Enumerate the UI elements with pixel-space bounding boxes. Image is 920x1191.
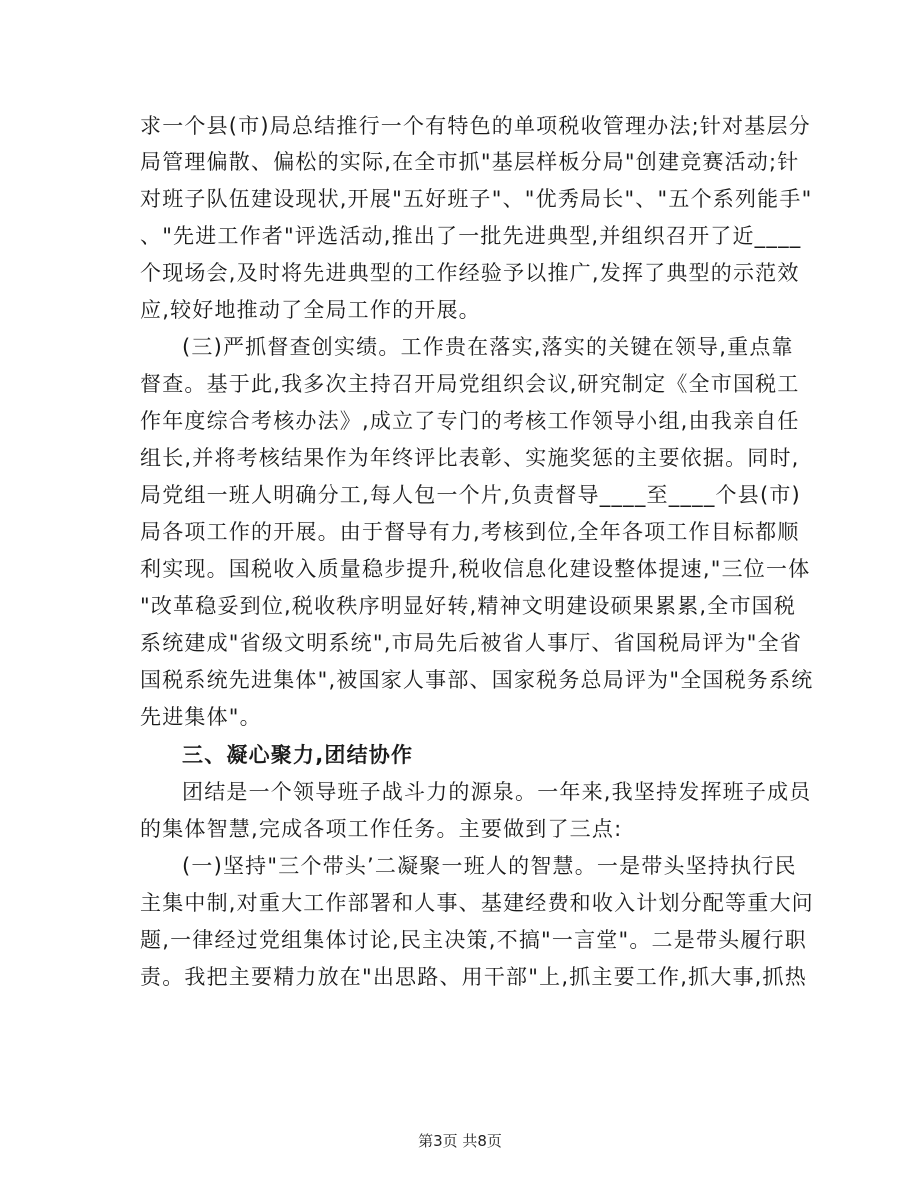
- text-line: 的集体智慧,完成各项工作任务。主要做到了三点:: [140, 817, 623, 841]
- paragraph-start: 团结是一个领导班子战斗力的源泉。一年来,我坚持发挥班子成员: [182, 780, 812, 804]
- text-line: 局管理偏散、偏松的实际,在全市抓"基层样板分局"创建竞赛活动;针: [140, 150, 800, 174]
- paragraph-start: (三)严抓督查创实绩。工作贵在落实,落实的关键在领导,重点靠: [182, 335, 794, 359]
- text-line: 主集中制,对重大工作部署和人事、基建经费和收入计划分配等重大问: [140, 891, 814, 915]
- section-heading: 三、凝心聚力,团结协作: [182, 743, 414, 767]
- text-line: 利实现。国税收入质量稳步提升,税收信息化建设整体提速,"三位一体: [140, 557, 811, 581]
- text-line: 系统建成"省级文明系统",市局先后被省人事厅、省国税局评为"全省: [140, 631, 803, 655]
- text-line: 个现场会,及时将先进典型的工作经验予以推广,发挥了典型的示范效: [140, 261, 800, 285]
- page-number: 第3页 共8页: [418, 1132, 502, 1150]
- text-line: 局党组一班人明确分工,每人包一个片,负责督导____至____个县(市): [140, 483, 801, 507]
- text-line: 责。我把主要精力放在"出思路、用干部"上,抓主要工作,抓大事,抓热: [140, 965, 807, 989]
- text-line: 应,较好地推动了全局工作的开展。: [140, 298, 481, 322]
- text-line: 、"先进工作者"评选活动,推出了一批先进典型,并组织召开了近____: [140, 224, 802, 248]
- text-line: 督查。基于此,我多次主持召开局党组织会议,研究制定《全市国税工: [140, 372, 800, 396]
- text-line: "改革稳妥到位,税收秩序明显好转,精神文明建设硕果累累,全市国税: [140, 594, 797, 618]
- text-line: 对班子队伍建设现状,开展"五好班子"、"优秀局长"、"五个系列能手": [140, 187, 813, 211]
- text-line: 求一个县(市)局总结推行一个有特色的单项税收管理办法;针对基层分: [140, 114, 811, 138]
- paragraph-start: (一)坚持"三个带头’二凝聚一班人的智慧。一是带头坚持执行民: [182, 854, 797, 878]
- text-line: 局各项工作的开展。由于督导有力,考核到位,全年各项工作目标都顺: [140, 520, 800, 544]
- text-line: 国税系统先进集体",被国家人事部、国家税务总局评为"全国税务系统: [140, 668, 814, 692]
- text-line: 先进集体"。: [140, 705, 262, 729]
- text-line: 作年度综合考核办法》,成立了专门的考核工作领导小组,由我亲自任: [140, 409, 800, 433]
- text-line: 题,一律经过党组集体讨论,民主决策,不搞"一言堂"。二是带头履行职: [140, 928, 807, 952]
- text-line: 组长,并将考核结果作为年终评比表彰、实施奖惩的主要依据。同时,: [140, 446, 800, 470]
